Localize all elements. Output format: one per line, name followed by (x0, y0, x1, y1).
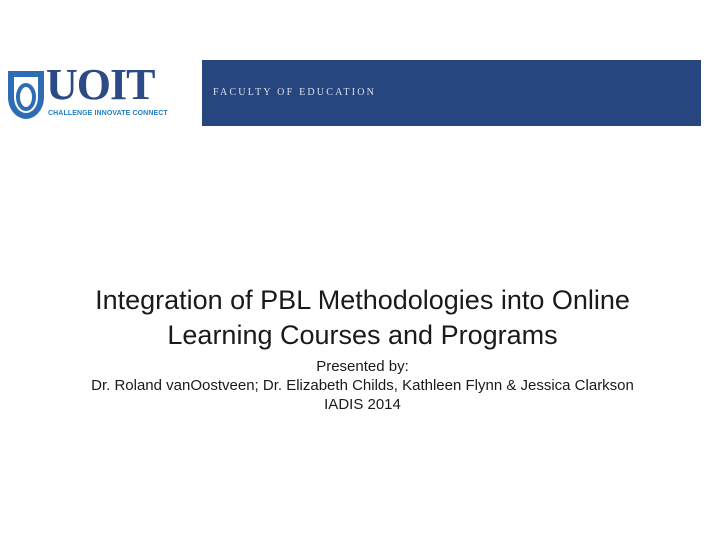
authors-line: Dr. Roland vanOostveen; Dr. Elizabeth Childs, Kathleen Flynn & Jessica Clarkson (91, 377, 634, 394)
logo-tagline: CHALLENGE INNOVATE CONNECT (48, 110, 168, 117)
title-line-1: Integration of PBL Methodologies into Online (95, 285, 630, 315)
slide-title (40, 283, 685, 353)
logo-wordmark: UOIT (46, 60, 155, 109)
header-banner (0, 55, 720, 130)
faculty-label: FACULTY OF EDUCATION (213, 87, 377, 98)
uoit-logo (4, 60, 168, 123)
uoit-shield-icon (6, 67, 46, 121)
faculty-banner (202, 60, 701, 126)
presented-by-label: Presented by: (316, 358, 409, 375)
conference-label: IADIS 2014 (324, 396, 401, 413)
title-line-2: Learning Courses and Programs (167, 320, 558, 350)
title-block (40, 283, 685, 414)
